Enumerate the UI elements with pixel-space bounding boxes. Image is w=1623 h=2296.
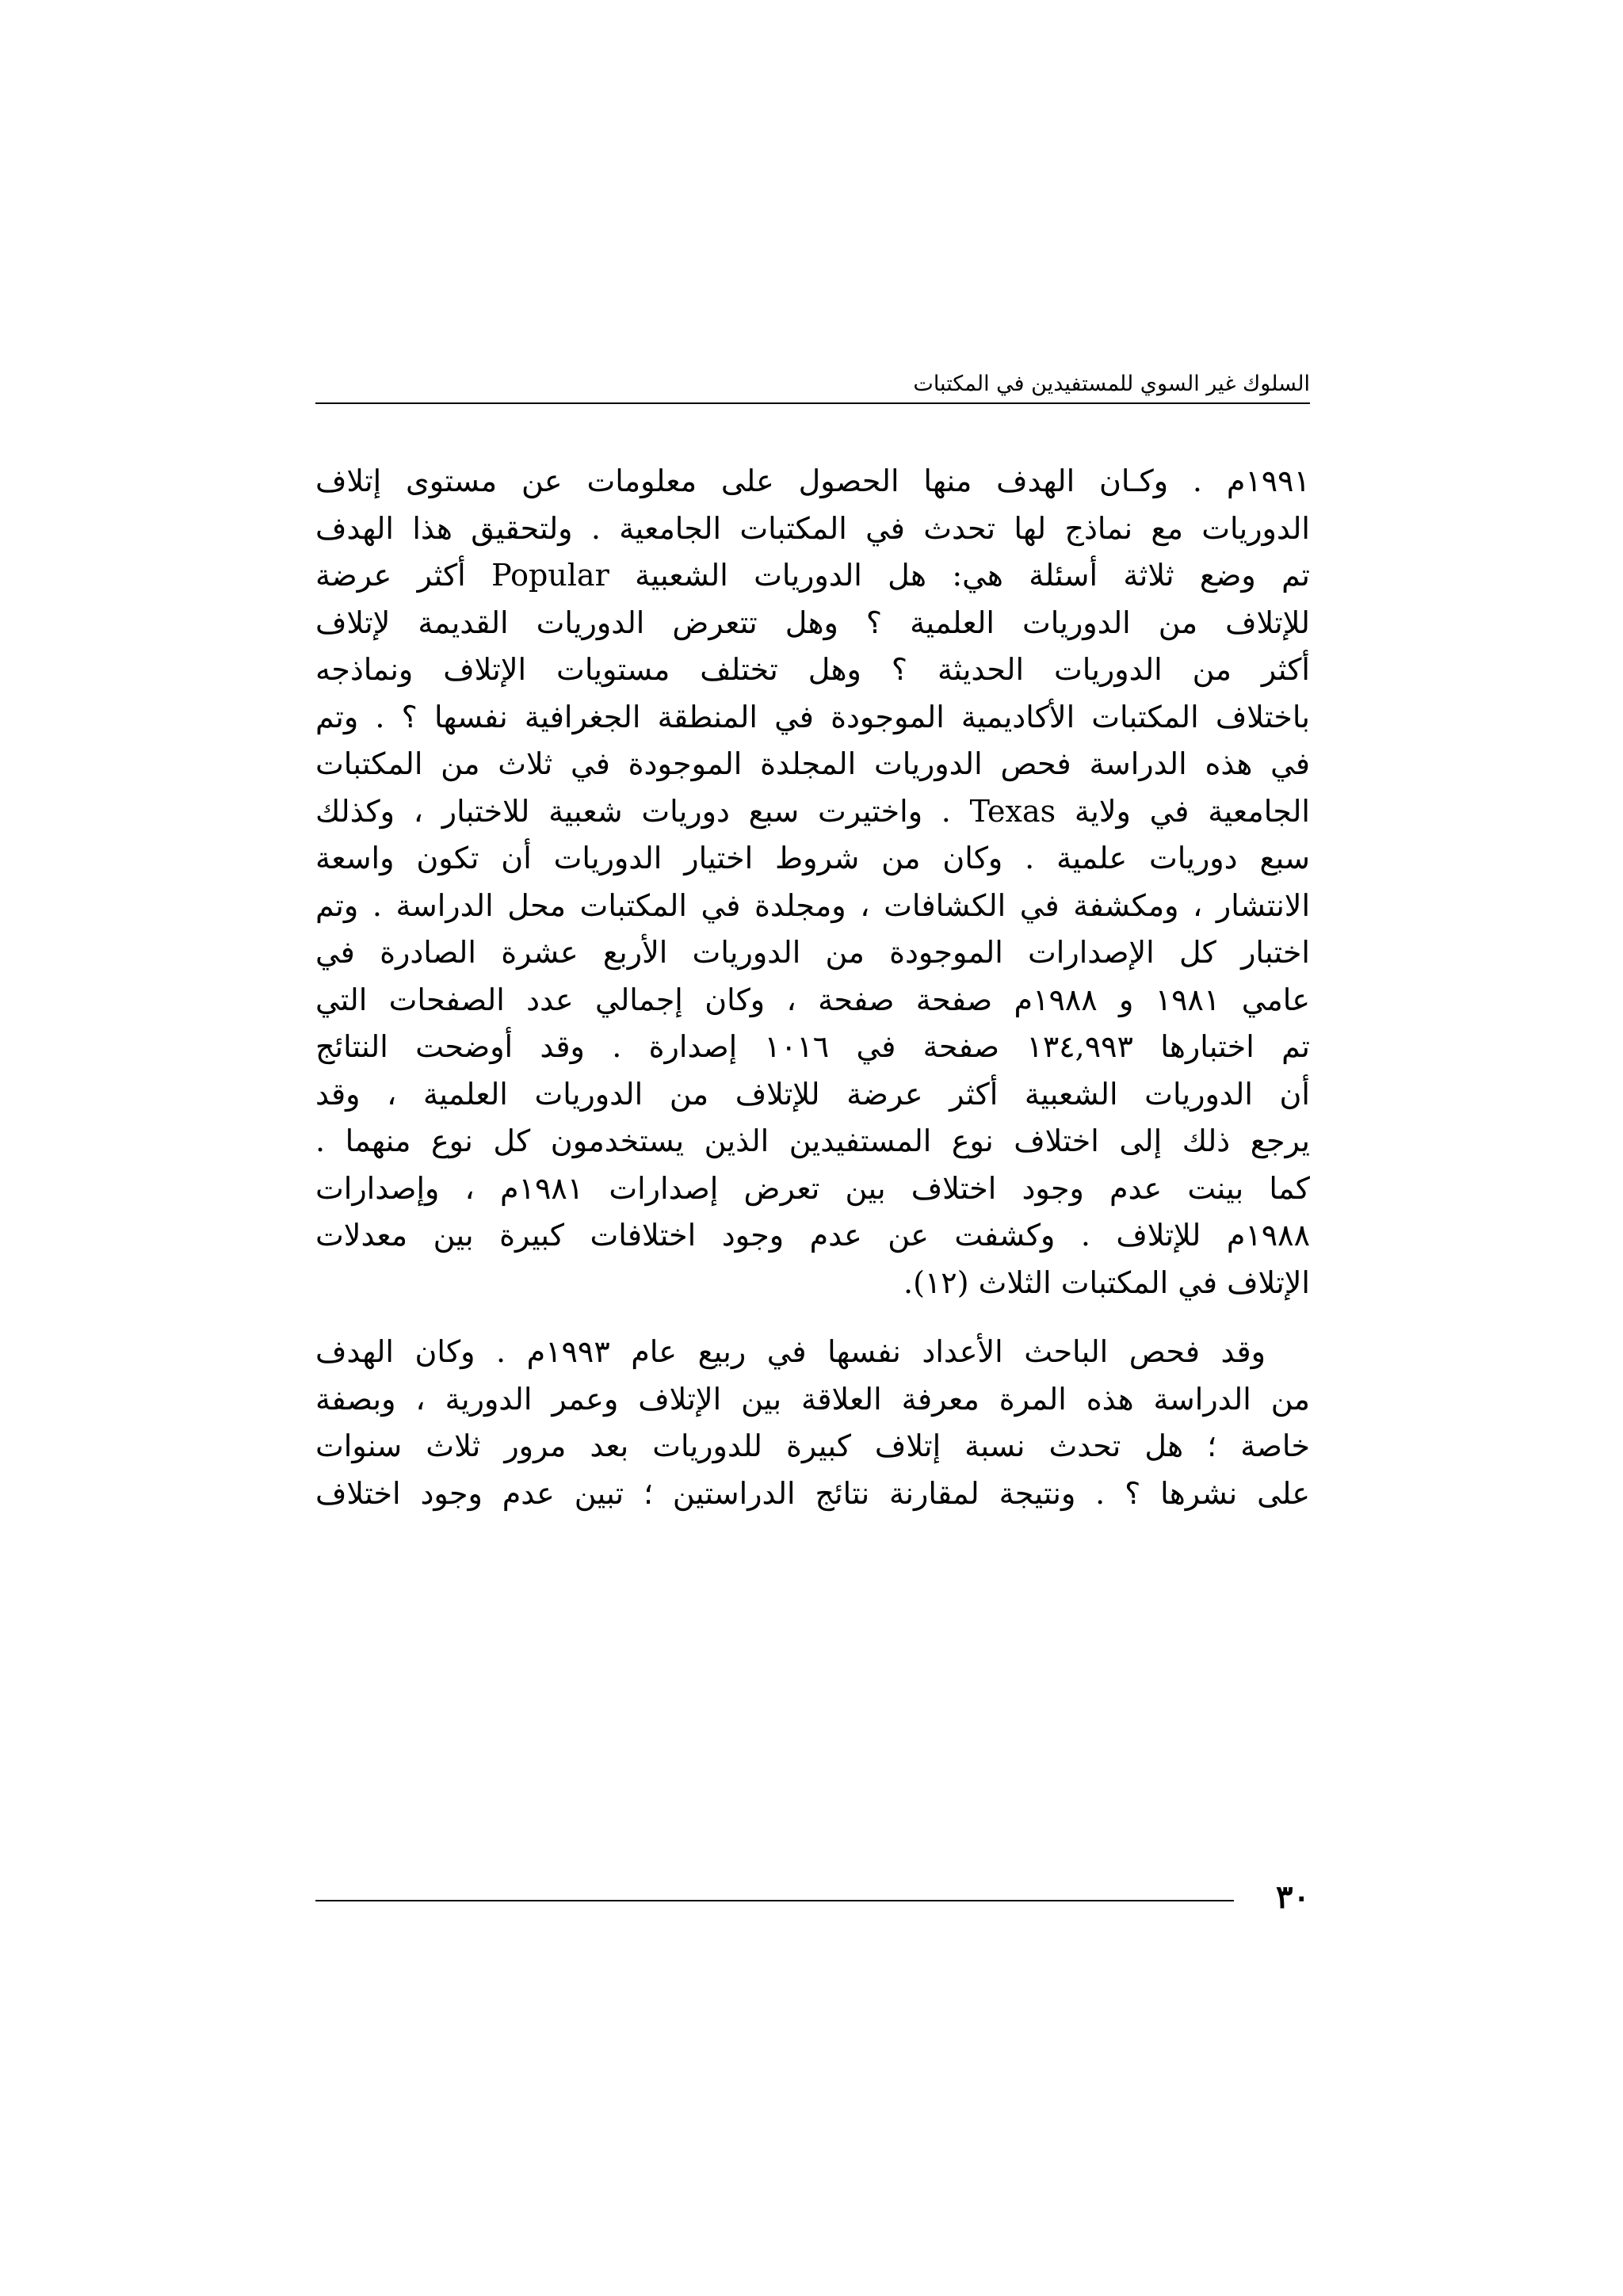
text-line: تم وضع ثلاثة أسئلة هي: هل الدوريات الشعبية Popular أكثر عرضة (315, 558, 1310, 593)
text-line: خاصة ؛ هل تحدث نسبة إتلاف كبيرة للدوريات بعد مرور ثلاث سنوات (315, 1428, 1310, 1463)
text-line: تم اختبارها ١٣٤,٩٩٣ صفحة في ١٠١٦ إصدارة . وقد أوضحت النتائج (315, 1029, 1310, 1064)
text-line: من الدراسة هذه المرة معرفة العلاقة بين الإتلاف وعمر الدورية ، وبصفة (315, 1381, 1310, 1417)
running-header-title: السلوك غير السوي للمستفيدين في المكتبات (913, 372, 1310, 396)
text-line: الإتلاف في المكتبات الثلاث (١٢). (903, 1264, 1310, 1300)
page-number: ٣٠ (1276, 1878, 1310, 1916)
text-line: ١٩٨٨م للإتلاف . وكشفت عن عدم وجود اختلافات كبيرة بين معدلات (315, 1218, 1310, 1253)
text-line: الجامعية في ولاية Texas . واختيرت سبع دوريات شعبية للاختبار ، وكذلك (315, 793, 1310, 829)
body-text (315, 458, 1310, 1517)
text-line: كما بينت عدم وجود اختلاف بين تعرض إصدارات ١٩٨١م ، وإصدارات (315, 1170, 1310, 1206)
text-line: الدوريات مع نماذج لها تحدث في المكتبات الجامعية . ولتحقيق هذا الهدف (315, 510, 1310, 546)
text-line: الانتشار ، ومكشفة في الكشافات ، ومجلدة في المكتبات محل الدراسة . وتم (315, 887, 1310, 923)
text-line: وقد فحص الباحث الأعداد نفسها في ربيع عام ١٩٩٣م . وكان الهدف (315, 1334, 1266, 1369)
text-line: على نشرها ؟ . ونتيجة لمقارنة نتائج الدراستين ؛ تبين عدم وجود اختلاف (315, 1475, 1310, 1511)
text-line: باختلاف المكتبات الأكاديمية الموجودة في المنطقة الجغرافية نفسها ؟ . وتم (315, 699, 1310, 734)
footer-rule (315, 1900, 1234, 1901)
running-header (315, 371, 1310, 410)
text-line: عامي ١٩٨١ و ١٩٨٨م صفحة صفحة ، وكان إجمالي عدد الصفحات التي (315, 982, 1310, 1017)
paragraph-2 (315, 1329, 1310, 1517)
text-line: في هذه الدراسة فحص الدوريات المجلدة الموجودة في ثلاث من المكتبات (315, 746, 1310, 781)
text-line: أن الدوريات الشعبية أكثر عرضة للإتلاف من الدوريات العلمية ، وقد (315, 1076, 1310, 1112)
header-rule (315, 402, 1310, 404)
text-line: سبع دوريات علمية . وكان من شروط اختيار الدوريات أن تكون واسعة (315, 841, 1310, 875)
paragraph-spacer (315, 1306, 1310, 1329)
page-footer (315, 1879, 1310, 1919)
text-line: يرجع ذلك إلى اختلاف نوع المستفيدين الذين يستخدمون كل نوع منهما . (315, 1123, 1310, 1158)
text-line: ١٩٩١م . وكـان الهدف منها الحصول على معلومات عن مستوى إتلاف (315, 463, 1310, 498)
paragraph-1 (315, 458, 1310, 1306)
text-line: اختبار كل الإصدارات الموجودة من الدوريات الأربع عشرة الصادرة في (315, 935, 1310, 970)
text-line: للإتلاف من الدوريات العلمية ؟ وهل تتعرض الدوريات القديمة لإتلاف (315, 605, 1310, 640)
text-line: أكثر من الدوريات الحديثة ؟ وهل تختلف مستويات الإتلاف ونماذجه (315, 652, 1310, 687)
